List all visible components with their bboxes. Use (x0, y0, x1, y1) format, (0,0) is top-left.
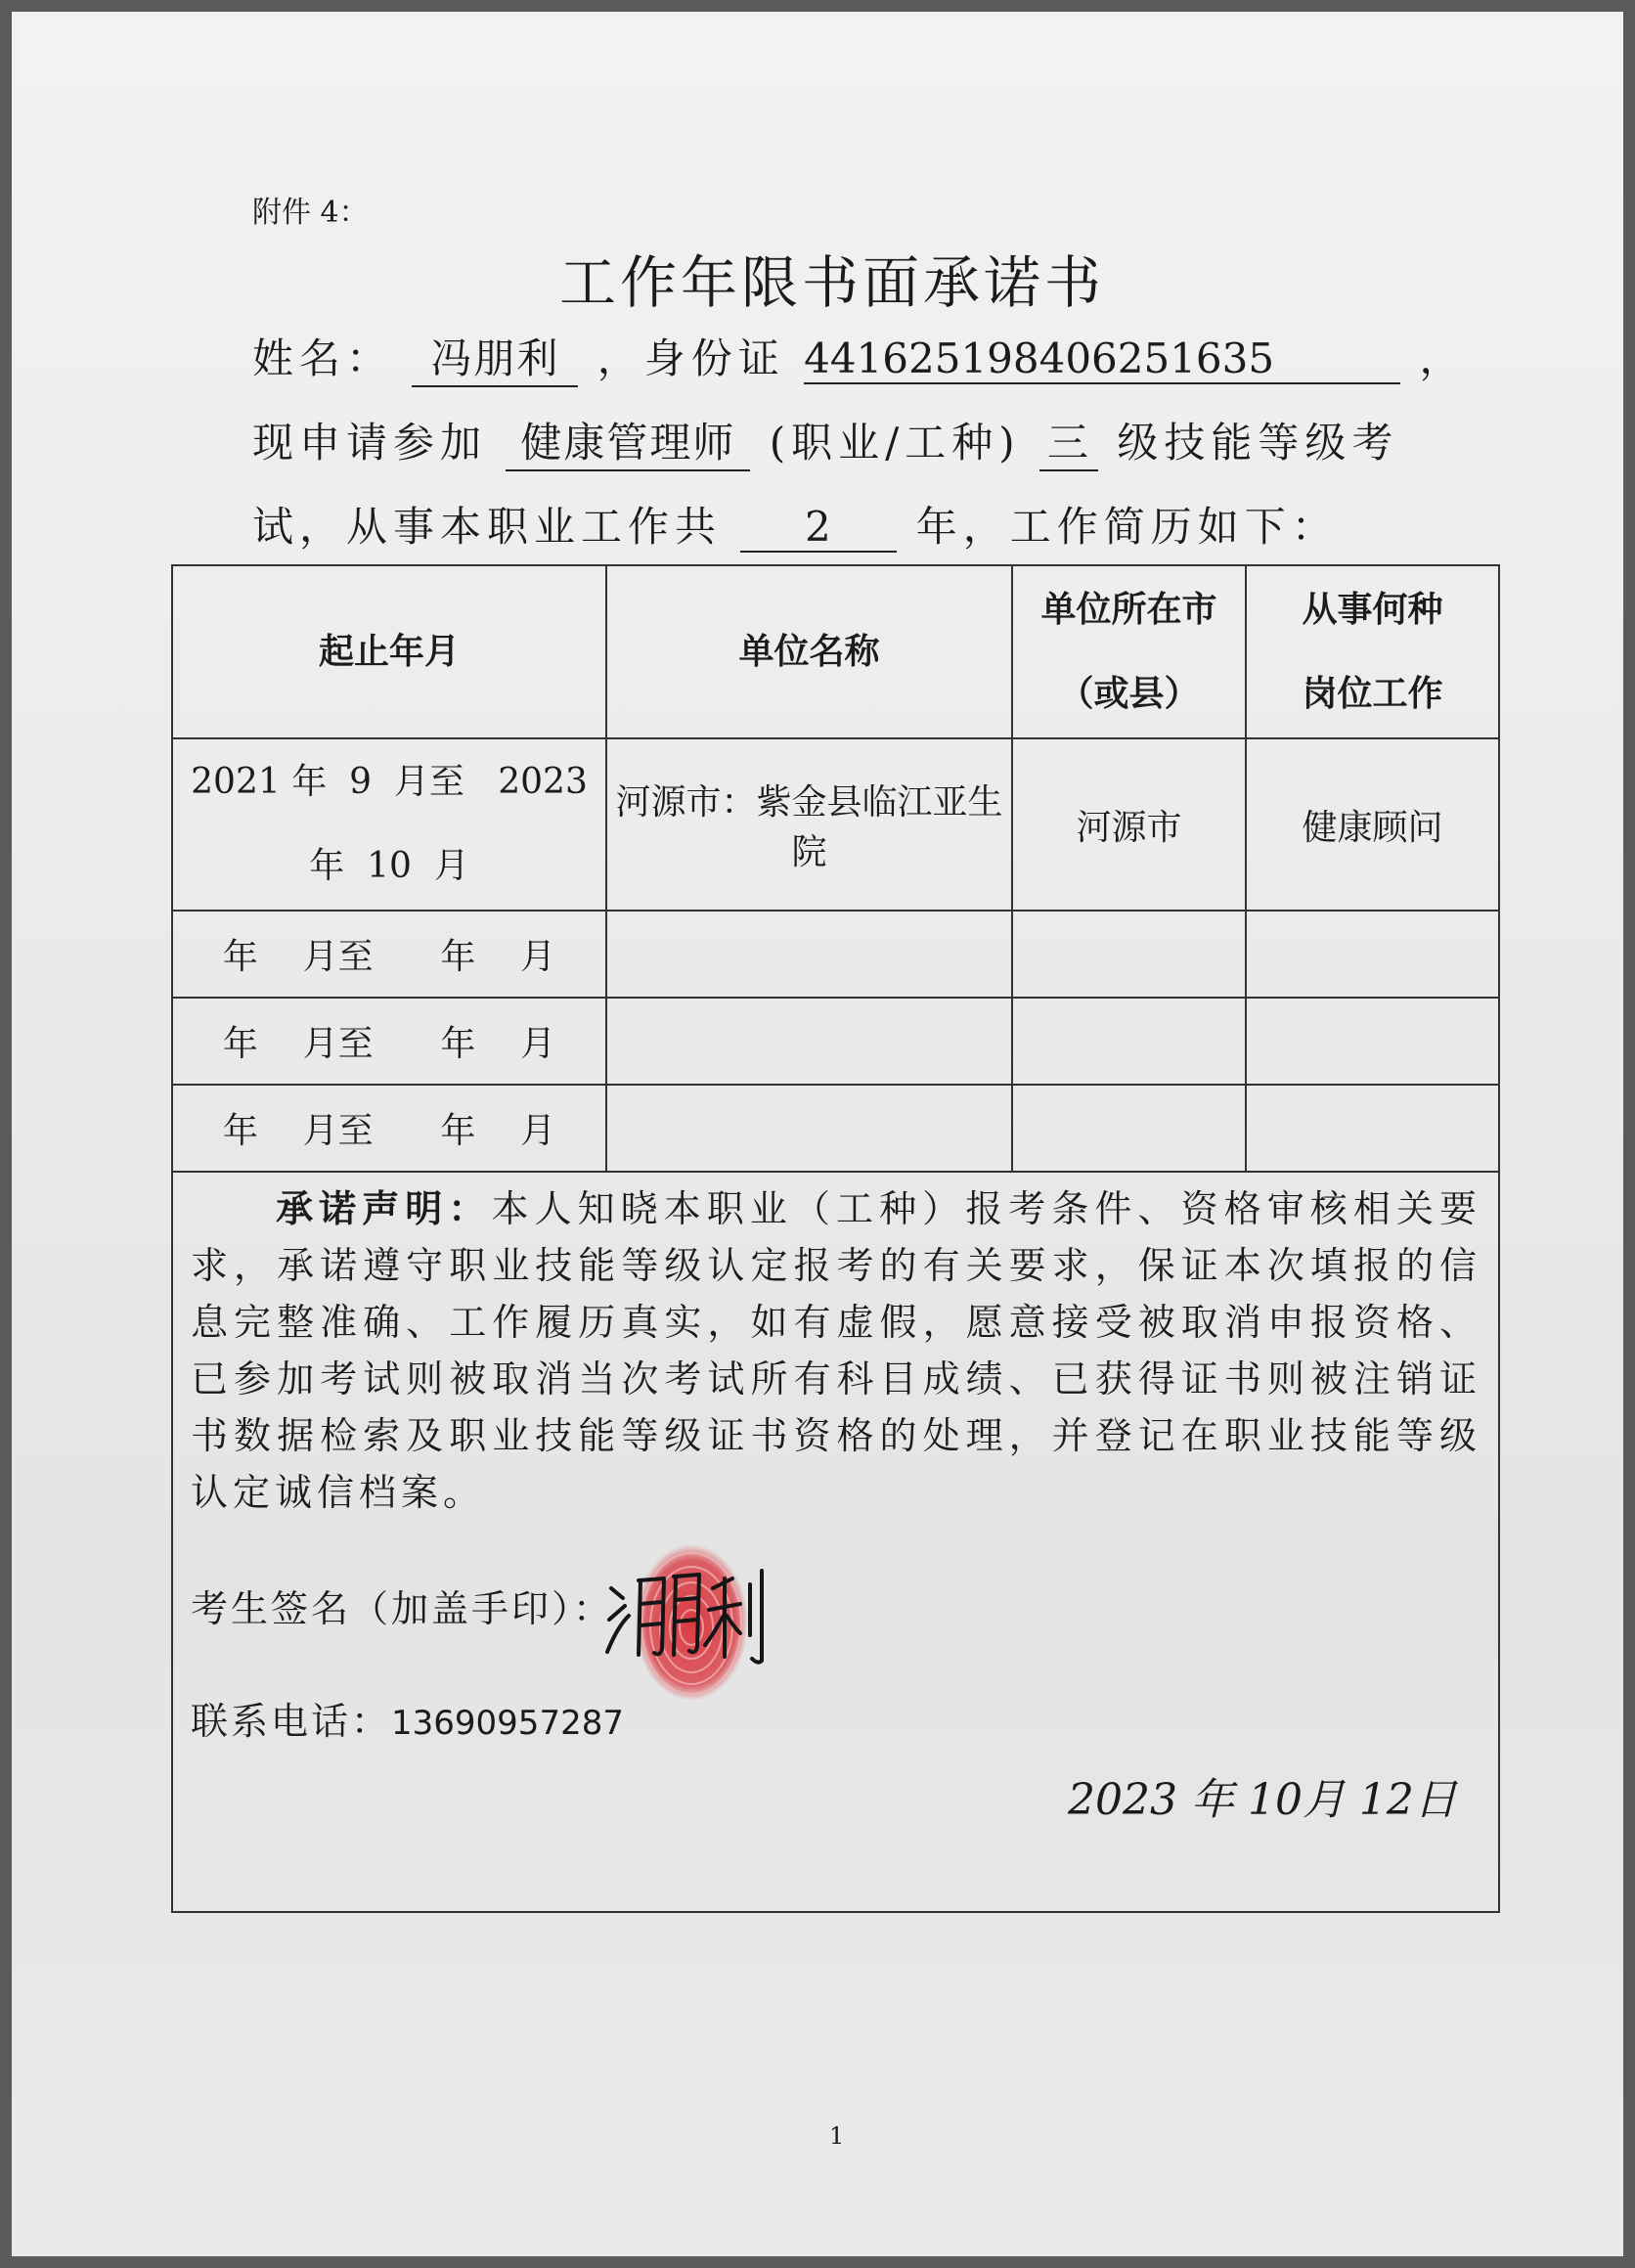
level-field: 三 (1039, 411, 1098, 471)
table-row (172, 1085, 1499, 1172)
header-city-line1: 单位所在市 (1040, 589, 1217, 630)
comma: ， (1419, 334, 1467, 382)
city-cell (1012, 998, 1246, 1085)
handwritten-date: 2023 年 10月 12日 (1068, 1775, 1457, 1825)
name-label: 姓名： (252, 334, 394, 382)
document-page (12, 12, 1623, 2256)
id-label: ，身份证 (597, 334, 785, 382)
header-position-line2: 岗位工作 (1302, 673, 1443, 714)
period-cell: 年 月至 年 月 (172, 911, 606, 998)
years-suffix: 年，工作简历如下： (915, 503, 1339, 551)
exam-prefix: 试，从事本职业工作共 (252, 503, 723, 551)
declaration-body: 本人知晓本职业（工种）报考条件、资格审核相关要求，承诺遵守职业技能等级认定报考的有关要求，保证本次填报的信息完整准确、工作履历真实，如有虚假，愿意接受被取消申报资格、已参加考试则被取消当次考试所有科目成绩、已获得证书则被注销证书数据检索及职业技能等级证书资格的处理，并登记在职业技能等级认定诚信档案。 (191, 1187, 1481, 1514)
unit-cell (606, 1085, 1012, 1172)
document-title: 工作年限书面承诺书 (559, 249, 1106, 316)
table-row (172, 911, 1499, 998)
apply-label: 现申请参加 (252, 419, 488, 467)
position-cell: 健康顾问 (1246, 738, 1499, 911)
unit-cell (606, 998, 1012, 1085)
signature-image (603, 1559, 770, 1667)
level-suffix: 级技能等级考 (1117, 419, 1399, 467)
unit-cell: 河源市：紫金县临江亚生院 (606, 738, 1012, 911)
handwritten-signature (603, 1559, 770, 1675)
phone-number: 13690957287 (391, 1704, 624, 1743)
unit-cell (606, 911, 1012, 998)
years-field: 2 (740, 503, 897, 553)
header-city (1012, 565, 1246, 738)
years-line (252, 495, 1339, 554)
period-line1: 2021 年 9 月至 2023 (191, 762, 588, 802)
table-header-row (172, 565, 1499, 738)
work-history-table (171, 564, 1500, 1913)
name-id-line (252, 327, 1466, 387)
header-position-line1: 从事何种 (1302, 589, 1443, 630)
position-cell (1246, 1085, 1499, 1172)
page-number: 1 (829, 2122, 845, 2150)
signature-label: 考生签名（加盖手印）： (191, 1587, 614, 1630)
table-row (172, 998, 1499, 1085)
occupation-field: 健康管理师 (506, 411, 750, 471)
name-field: 冯朋利 (412, 327, 578, 387)
id-number-field: 441625198406251635 (804, 334, 1400, 384)
header-unit: 单位名称 (606, 565, 1012, 738)
period-cell: 年 月至 年 月 (172, 1085, 606, 1172)
phone-label: 联系电话： (191, 1700, 392, 1743)
header-period: 起止年月 (172, 565, 606, 738)
position-cell (1246, 911, 1499, 998)
table-row (172, 738, 1499, 911)
apply-line (252, 411, 1398, 471)
declaration-row (172, 1172, 1499, 1912)
period-cell (172, 738, 606, 911)
city-cell (1012, 911, 1246, 998)
period-cell: 年 月至 年 月 (172, 998, 606, 1085)
declaration-cell (172, 1172, 1499, 1912)
position-cell (1246, 998, 1499, 1085)
declaration-label: 承诺声明： (275, 1187, 492, 1230)
header-position (1246, 565, 1499, 738)
city-cell: 河源市 (1012, 738, 1246, 911)
period-line2: 年 10 月 (309, 846, 469, 886)
city-cell (1012, 1085, 1246, 1172)
declaration-text (191, 1180, 1481, 1521)
attachment-label: 附件 4： (252, 196, 369, 230)
phone-line (191, 1691, 624, 1745)
occupation-suffix: (职业/工种) (769, 419, 1021, 467)
header-city-line2: （或县） (1058, 673, 1200, 714)
